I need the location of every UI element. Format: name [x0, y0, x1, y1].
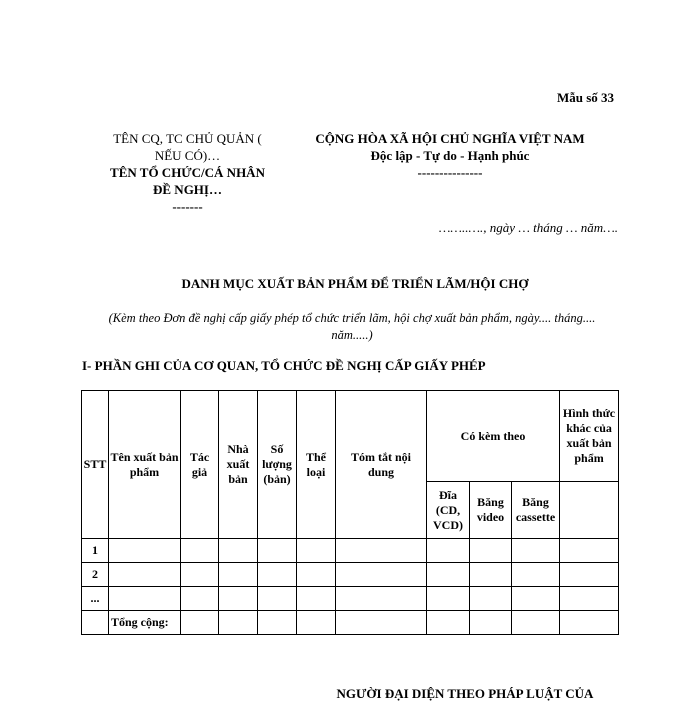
- table-cell[interactable]: [219, 539, 258, 563]
- row-number: 2: [82, 563, 109, 587]
- table-row: [82, 563, 619, 587]
- header-summary: Tóm tắt nội dung: [336, 391, 427, 539]
- header-other-format: Hình thức khác của xuất bản phẩm: [560, 391, 619, 482]
- document-subtitle: [78, 310, 626, 344]
- table-cell: [82, 611, 109, 635]
- table-cell[interactable]: [336, 563, 427, 587]
- table-cell[interactable]: [470, 563, 512, 587]
- applicant-line-2: ĐỀ NGHỊ…: [153, 182, 222, 197]
- table-row: [82, 587, 619, 611]
- table-cell[interactable]: [181, 587, 219, 611]
- issuing-organization-header: [85, 130, 290, 215]
- table-cell[interactable]: [109, 587, 181, 611]
- table-cell[interactable]: [560, 587, 619, 611]
- national-motto-header: [300, 130, 600, 181]
- country-name: CỘNG HÒA XÃ HỘI CHỦ NGHĨA VIỆT NAM: [315, 131, 585, 146]
- total-row: [82, 611, 619, 635]
- table-cell[interactable]: [336, 587, 427, 611]
- table-cell[interactable]: [297, 611, 336, 635]
- table-cell[interactable]: [181, 611, 219, 635]
- table-cell[interactable]: [336, 611, 427, 635]
- header-author: Tác giả: [181, 391, 219, 539]
- table-cell[interactable]: [427, 563, 470, 587]
- parent-agency-line-2: NẾU CÓ)…: [154, 148, 221, 163]
- table-cell[interactable]: [297, 587, 336, 611]
- header-stt: STT: [82, 391, 109, 539]
- header-other-format-blank: [560, 482, 619, 539]
- table-cell[interactable]: [427, 539, 470, 563]
- header-genre: Thể loại: [297, 391, 336, 539]
- date-line: ……..…., ngày … tháng … năm….: [438, 220, 618, 235]
- table-cell[interactable]: [258, 611, 297, 635]
- table-cell[interactable]: [258, 587, 297, 611]
- total-label: Tổng cộng:: [109, 611, 181, 635]
- table-cell[interactable]: [109, 563, 181, 587]
- table-cell[interactable]: [336, 539, 427, 563]
- table-cell[interactable]: [219, 563, 258, 587]
- table-cell[interactable]: [109, 539, 181, 563]
- table-cell[interactable]: [512, 587, 560, 611]
- table-cell[interactable]: [512, 611, 560, 635]
- table-cell[interactable]: [560, 611, 619, 635]
- header-video-tape: Băng video: [470, 482, 512, 539]
- parent-agency-line-1: TÊN CQ, TC CHỦ QUẢN (: [113, 131, 262, 146]
- table-cell[interactable]: [258, 539, 297, 563]
- table-cell[interactable]: [470, 587, 512, 611]
- header-disc: Đĩa (CD, VCD): [427, 482, 470, 539]
- right-header-divider: ---------------: [417, 165, 483, 180]
- subtitle-line-2: năm.....): [331, 328, 373, 342]
- table-cell[interactable]: [219, 611, 258, 635]
- header-publisher: Nhà xuất bản: [219, 391, 258, 539]
- table-cell[interactable]: [297, 563, 336, 587]
- subtitle-line-1: (Kèm theo Đơn đề nghị cấp giấy phép tổ chức triển lãm, hội chợ xuất bản phẩm, ngày.... tháng....: [108, 311, 596, 325]
- signature-heading: NGƯỜI ĐẠI DIỆN THEO PHÁP LUẬT CỦA: [336, 686, 594, 701]
- row-number: 1: [82, 539, 109, 563]
- table-cell[interactable]: [512, 539, 560, 563]
- header-quantity: Số lượng (bản): [258, 391, 297, 539]
- table-cell[interactable]: [427, 587, 470, 611]
- table-cell[interactable]: [258, 563, 297, 587]
- table-cell[interactable]: [470, 539, 512, 563]
- table-cell[interactable]: [181, 563, 219, 587]
- table-cell[interactable]: [512, 563, 560, 587]
- table-cell[interactable]: [427, 611, 470, 635]
- publication-list-table: [81, 390, 619, 635]
- table-cell[interactable]: [470, 611, 512, 635]
- row-number: ...: [82, 587, 109, 611]
- header-publication-title: Tên xuất bản phẩm: [109, 391, 181, 539]
- table-cell[interactable]: [560, 563, 619, 587]
- header-cassette-tape: Băng cassette: [512, 482, 560, 539]
- applicant-line-1: TÊN TỔ CHỨC/CÁ NHÂN: [110, 165, 265, 180]
- national-motto: Độc lập - Tự do - Hạnh phúc: [370, 148, 530, 163]
- table-row: [82, 539, 619, 563]
- header-attached: Có kèm theo: [427, 391, 560, 482]
- table-cell[interactable]: [560, 539, 619, 563]
- table-cell[interactable]: [219, 587, 258, 611]
- left-header-divider: -------: [172, 199, 203, 214]
- table-cell[interactable]: [297, 539, 336, 563]
- document-title: DANH MỤC XUẤT BẢN PHẨM ĐỂ TRIỂN LÃM/HỘI CHỢ: [181, 276, 529, 291]
- form-number: Mẫu số 33: [557, 90, 615, 105]
- section-heading: I- PHẦN GHI CỦA CƠ QUAN, TỔ CHỨC ĐỀ NGHỊ CẤP GIẤY PHÉP: [82, 358, 486, 373]
- table-cell[interactable]: [181, 539, 219, 563]
